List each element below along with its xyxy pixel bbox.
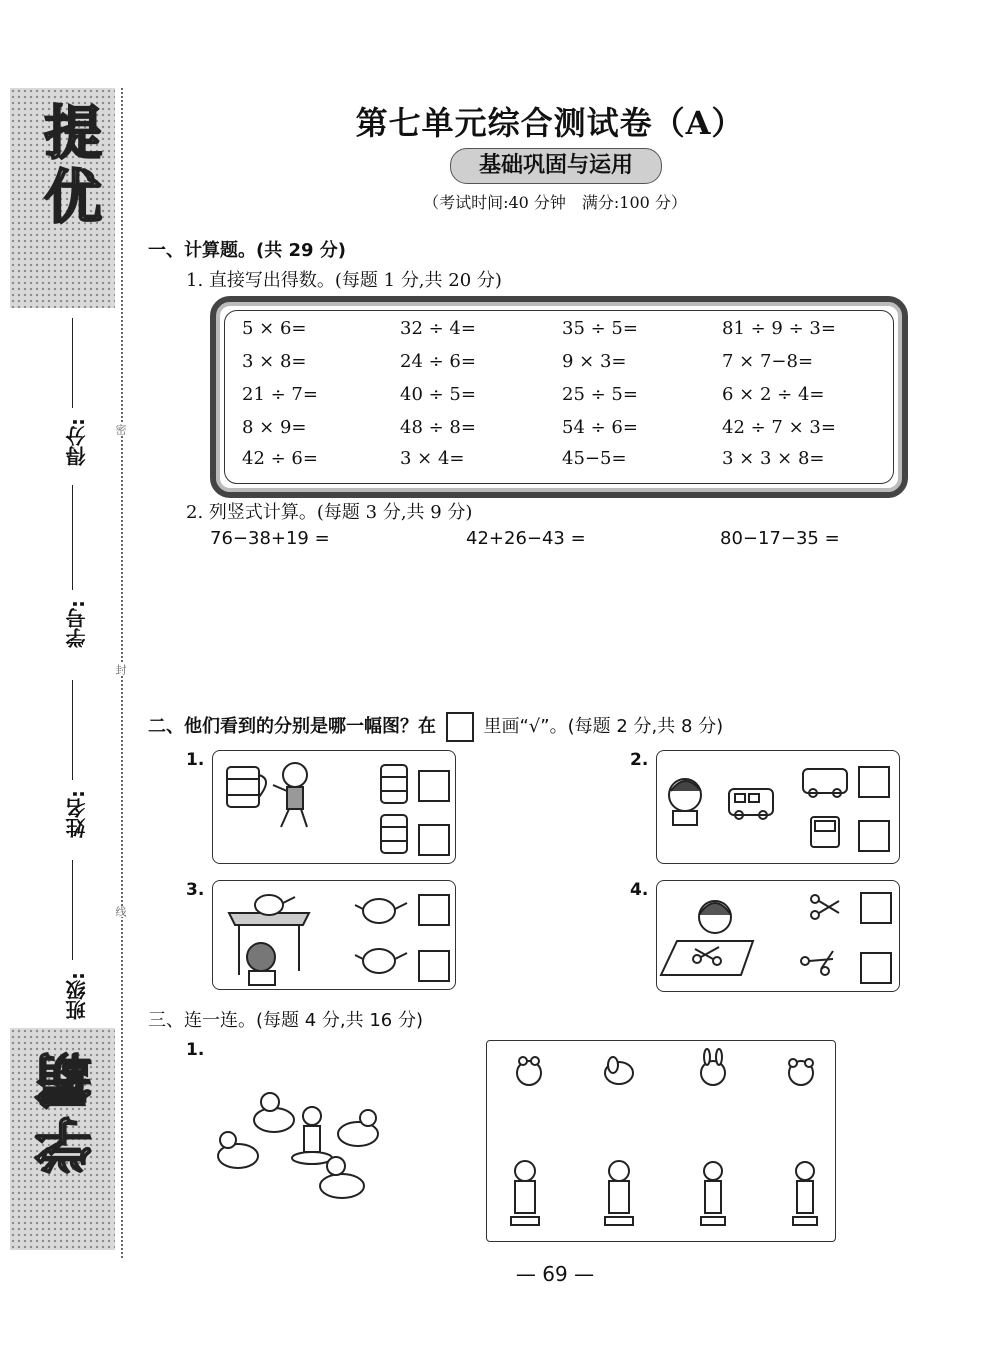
mental-math-item: 7 × 7−8= [722, 351, 814, 372]
bus-option-a-icon [803, 769, 847, 797]
mental-math-item: 45−5= [562, 448, 627, 469]
animal-face-3-icon [701, 1049, 725, 1085]
section2-heading-a: 二、他们看到的分别是哪一幅图？在 [148, 716, 436, 737]
mental-math-item: 54 ÷ 6= [562, 417, 638, 438]
scissors-option-a-icon [811, 895, 839, 919]
match-options-illustration [487, 1041, 835, 1241]
toy-policeman-icon [292, 1107, 332, 1164]
student-id-line [72, 485, 73, 590]
animal-face-2-icon [605, 1057, 633, 1084]
mental-math-item: 6 × 2 ÷ 4= [722, 384, 825, 405]
cut-mark-seal: 密 [114, 424, 127, 435]
pitcher-option-a-icon [381, 765, 407, 803]
bottom-badge [10, 1028, 115, 1250]
exam-info: （考试时间:40 分钟 满分:100 分） [423, 193, 687, 212]
policeman-view-4-icon [793, 1162, 817, 1225]
top-badge-text: 提优 [34, 102, 102, 230]
subtitle-badge: 基础巩固与运用 [450, 148, 662, 184]
animal-face-1-icon [517, 1057, 541, 1085]
scissors-option-b-icon [801, 951, 833, 975]
mental-math-item: 3 × 3 × 8= [722, 448, 825, 469]
view-q1-check-a[interactable] [418, 770, 450, 802]
animal-face-4-icon [789, 1059, 813, 1085]
name-line [72, 680, 73, 780]
section1-heading: 一、计算题。(共 29 分) [148, 240, 347, 261]
name-label: 姓名: [65, 790, 89, 838]
view-q2-check-b[interactable] [858, 820, 890, 852]
match-options-frame [486, 1040, 836, 1242]
q1-label: 1. 直接写出得数。(每题 1 分,共 20 分) [186, 270, 502, 291]
policeman-view-2-icon [605, 1161, 633, 1225]
bus-option-b-icon [811, 817, 839, 847]
paper-icon [661, 941, 753, 975]
mental-math-item: 42 ÷ 7 × 3= [722, 417, 836, 438]
view-q4-check-b[interactable] [860, 952, 892, 984]
section3-heading: 三、连一连。(每题 4 分,共 16 分) [148, 1010, 424, 1031]
heading-checkbox-icon [446, 712, 474, 742]
toy-scene-illustration [208, 1078, 418, 1208]
view-q2-num: 2. [630, 750, 649, 770]
view-q4-check-a[interactable] [860, 892, 892, 924]
view-q3-check-b[interactable] [418, 950, 450, 982]
page-title: 第七单元综合测试卷（A） [355, 104, 745, 142]
boy-icon [273, 763, 307, 827]
view-q4-num: 4. [630, 880, 649, 900]
score-line [72, 318, 73, 408]
mental-math-item: 81 ÷ 9 ÷ 3= [722, 318, 836, 339]
toy-dog-car-icon [218, 1132, 258, 1168]
pitcher-icon [227, 767, 266, 807]
view-q3-num: 3. [186, 880, 205, 900]
toy-cat-car-icon [320, 1157, 364, 1198]
mental-math-item: 9 × 3= [562, 351, 627, 372]
mental-math-item: 24 ÷ 6= [400, 351, 476, 372]
vertical-calc-2: 42+26−43 = [466, 528, 586, 549]
pitcher-option-b-icon [381, 815, 407, 853]
view-q1-num: 1. [186, 750, 205, 770]
child-icon [669, 779, 701, 825]
class-label: 班级: [65, 972, 89, 1020]
teapot-option-b-icon [355, 949, 407, 973]
q2-label: 2. 列竖式计算。(每题 3 分,共 9 分) [186, 502, 473, 523]
view-q2-check-a[interactable] [858, 766, 890, 798]
view-q3-check-a[interactable] [418, 894, 450, 926]
teapot-option-a-icon [355, 899, 407, 923]
cut-mark-close: 封 [114, 664, 127, 675]
page-number: — 69 — [515, 1262, 595, 1286]
girl-icon [699, 901, 731, 933]
mental-math-item: 5 × 6= [242, 318, 307, 339]
mental-math-item: 42 ÷ 6= [242, 448, 318, 469]
cut-mark-line: 线 [114, 906, 127, 917]
mental-math-item: 48 ÷ 8= [400, 417, 476, 438]
vertical-calc-3: 80−17−35 = [720, 528, 840, 549]
child-back-icon [247, 943, 275, 985]
match-q1-num: 1. [186, 1040, 205, 1060]
mental-math-item: 40 ÷ 5= [400, 384, 476, 405]
student-id-label: 学号: [65, 600, 89, 648]
mental-math-item: 3 × 4= [400, 448, 465, 469]
class-line [72, 860, 73, 960]
mental-math-item: 35 ÷ 5= [562, 318, 638, 339]
policeman-view-1-icon [511, 1161, 539, 1225]
section2-heading [148, 712, 723, 742]
toy-rabbit-car-icon [338, 1110, 378, 1146]
vertical-calc-1: 76−38+19 = [210, 528, 330, 549]
section2-heading-b: 里画“√”。(每题 2 分,共 8 分) [483, 716, 724, 737]
policeman-view-3-icon [701, 1162, 725, 1225]
bottom-badge-text: 学霸 [34, 1046, 102, 1174]
mental-math-item: 3 × 8= [242, 351, 307, 372]
bus-icon [729, 789, 773, 819]
mental-math-item: 25 ÷ 5= [562, 384, 638, 405]
mental-math-item: 21 ÷ 7= [242, 384, 318, 405]
toy-bear-car-icon [254, 1093, 294, 1132]
mental-math-item: 32 ÷ 4= [400, 318, 476, 339]
mental-math-item: 8 × 9= [242, 417, 307, 438]
view-q1-check-b[interactable] [418, 824, 450, 856]
score-label: 得分: [65, 418, 89, 466]
